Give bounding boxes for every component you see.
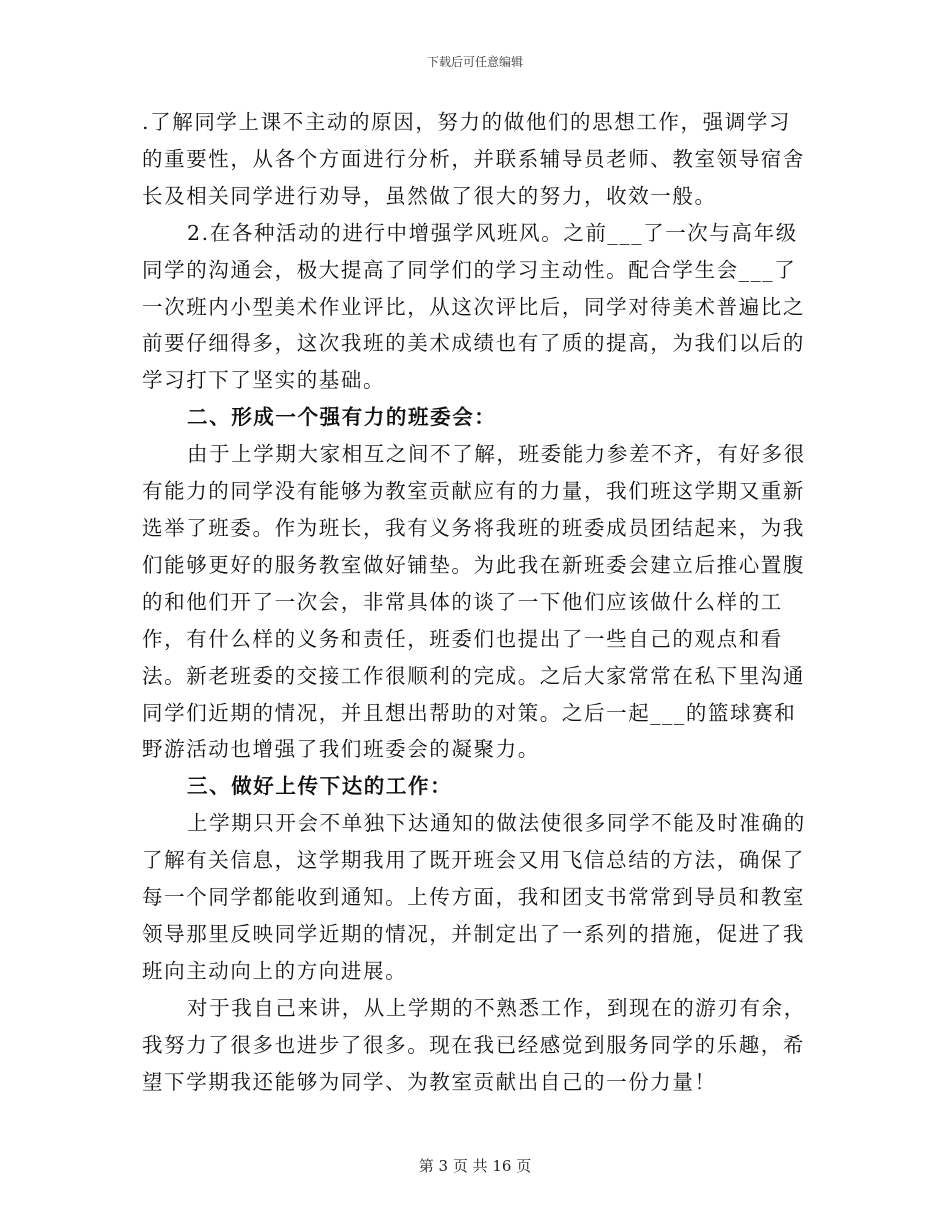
paragraph-1: .了解同学上课不主动的原因，努力的做他们的思想工作，强调学习的重要性，从各个方面进行分析，并联系辅导员老师、教室领导宿舍长及相关同学进行劝导，虽然做了很大的努力，收效一般。 [142, 110, 805, 208]
section-heading-2: 二、形成一个强有力的班委会： [187, 405, 497, 430]
page-number-footer: 第 3 页 共 16 页 [418, 1157, 532, 1175]
paragraph-2: 2.在各种活动的进行中增强学风班风。之前___了一次与高年级同学的沟通会，极大提高了同学们的学习主动性。配合学生会___了一次班内小型美术作业评比，从这次评比后，同学对待美术普遍比之前要仔细得多，这次我班的美术成绩也有了质的提高，为我们以后的学习打下了坚实的基础。 [142, 220, 805, 393]
paragraph-3: 由于上学期大家相互之间不了解，班委能力参差不齐，有好多很有能力的同学没有能够为教室贡献应有的力量，我们班这学期又重新选举了班委。作为班长，我有义务将我班的班委成员团结起来，为我们能够更好的服务教室做好铺垫。为此我在新班委会建立后推心置腹的和他们开了一次会，非常具体的谈了一下他们应该做什么样的工作，有什么样的义务和责任，班委们也提出了一些自己的观点和看法。新老班委的交接工作很顺利的完成。之后大家常常在私下里沟通同学们近期的情况，并且想出帮助的对策。之后一起___的篮球赛和野游活动也增强了我们班委会的凝聚力。 [142, 442, 806, 762]
section-heading-3: 三、做好上传下达的工作： [187, 774, 453, 799]
header-note: 下载后可任意编辑 [426, 55, 523, 69]
paragraph-5: 对于我自己来讲，从上学期的不熟悉工作，到现在的游刃有余，我努力了很多也进步了很多。现在我已经感觉到服务同学的乐趣，希望下学期我还能够为同学、为教室贡献出自己的一份力量！ [142, 995, 806, 1094]
document-body [142, 104, 808, 1100]
paragraph-4: 上学期只开会不单独下达通知的做法使很多同学不能及时准确的了解有关信息，这学期我用了既开班会又用飞信总结的方法，确保了每一个同学都能收到通知。上传方面，我和团支书常常到导员和教室领导那里反映同学近期的情况，并制定出了一系列的措施，促进了我班向主动向上的方向进展。 [142, 811, 806, 983]
